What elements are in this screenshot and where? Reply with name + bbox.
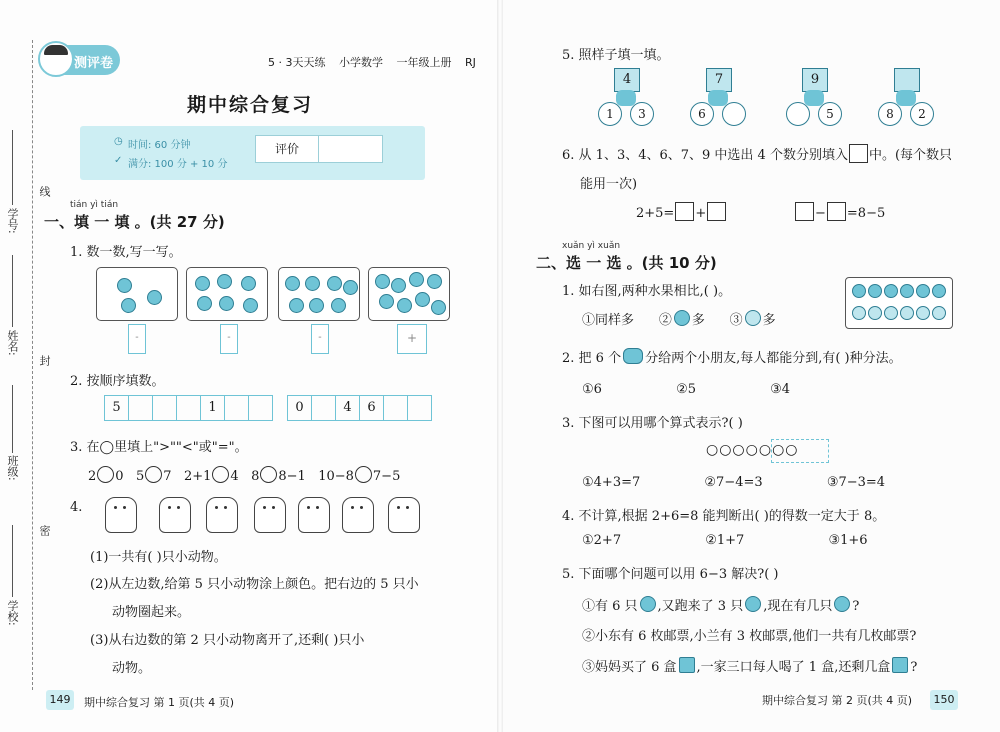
compare-circle[interactable] xyxy=(97,466,114,483)
full-score: 满分: 100 分 + 10 分 xyxy=(128,159,228,170)
s1-option-1[interactable]: ①同样多 xyxy=(582,313,635,328)
compare-circle[interactable] xyxy=(355,466,372,483)
seq2-cell[interactable] xyxy=(408,396,431,420)
series-name: 5 · 3天天练 xyxy=(268,56,326,69)
answer-square[interactable] xyxy=(795,202,814,221)
s1-option-3-suffix: 多 xyxy=(762,313,776,328)
q6-text-a: 6. 从 1、3、4、6、7、9 中选出 4 个数分别填入 xyxy=(562,148,848,163)
s1-text: 1. 如右图,两种水果相比,( )。 xyxy=(562,284,732,299)
badge-label: 测评卷 xyxy=(74,56,114,71)
monkey-icon[interactable] xyxy=(342,497,374,533)
q4-part3b: 动物。 xyxy=(112,661,152,676)
s3-text: 3. 下图可以用哪个算式表示?( ) xyxy=(562,416,743,431)
bike-figure-1: 4 1 3 xyxy=(596,66,658,128)
student-id-label: 学号: xyxy=(6,208,19,234)
strawberry-icon xyxy=(674,310,690,326)
section2-pinyin: xuǎn yì xuǎn xyxy=(562,241,621,251)
q5-text: 5. 照样子填一填。 xyxy=(562,48,670,63)
compare-circle[interactable] xyxy=(260,466,277,483)
s5-option-1[interactable]: ①有 6 只 ,又跑来了 3 只 ,现在有几只 ? xyxy=(582,595,859,614)
s5-option-2[interactable]: ②小东有 6 枚邮票,小兰有 3 枚邮票,他们一共有几枚邮票? xyxy=(582,629,917,644)
s2-option-2[interactable]: ②5 xyxy=(676,382,697,397)
check-icon: ✓ xyxy=(114,155,123,166)
section1-pinyin: tián yì tián xyxy=(70,200,119,210)
answer-square[interactable] xyxy=(827,202,846,221)
q1-answer-4[interactable]: + xyxy=(397,324,427,354)
fruit-box-2 xyxy=(186,267,268,321)
rooster-icon[interactable] xyxy=(206,497,238,533)
name-blank xyxy=(12,255,13,327)
bike-figure-2[interactable]: 7 6 xyxy=(688,66,750,128)
q1-answer-2[interactable]: - xyxy=(220,324,238,354)
bike-figure-4[interactable]: 8 2 xyxy=(876,66,938,128)
answer-square[interactable] xyxy=(707,202,726,221)
bird-icon xyxy=(834,596,850,612)
milk-carton-icon xyxy=(679,657,695,673)
student-id-blank xyxy=(12,130,13,205)
s5-text: 5. 下面哪个问题可以用 6−3 解决?( ) xyxy=(562,567,779,582)
q4-part2a: (2)从左边数,给第 5 只小动物涂上颜色。把右边的 5 只小 xyxy=(90,577,419,592)
circle-row: ○○○○○○○ xyxy=(706,442,799,458)
footer-right: 期中综合复习 第 2 页(共 4 页) xyxy=(762,694,913,707)
sequence-2[interactable] xyxy=(287,395,432,421)
q6-text xyxy=(562,144,952,163)
seq1-cell[interactable] xyxy=(129,396,153,420)
series-subject: 小学数学 xyxy=(339,56,383,69)
page-number-left: 149 xyxy=(46,690,74,710)
s2-text: 2. 把 6 个 分给两个小朋友,每人都能分到,有( )种分法。 xyxy=(562,347,902,366)
s2-option-3[interactable]: ③4 xyxy=(770,382,791,397)
q6-equation-1: 2+5= + xyxy=(636,202,727,221)
s3-options xyxy=(582,475,885,490)
seq2-cell[interactable] xyxy=(312,396,336,420)
tiger-icon[interactable] xyxy=(298,497,330,533)
q6-text-c: 能用一次) xyxy=(580,177,638,192)
q2-text: 2. 按顺序填数。 xyxy=(70,374,165,389)
bike-figure-3[interactable]: 9 5 xyxy=(784,66,846,128)
bear-icon[interactable] xyxy=(159,497,191,533)
s4-option-3[interactable]: ③1+6 xyxy=(828,533,868,548)
time-limit: 时间: 60 分钟 xyxy=(128,140,191,151)
bird-icon xyxy=(745,596,761,612)
q4-part3a: (3)从右边数的第 2 只小动物离开了,还剩( )只小 xyxy=(90,633,365,648)
s1-option-3[interactable]: ③ xyxy=(729,313,743,328)
s4-option-2[interactable]: ②1+7 xyxy=(705,533,745,548)
s4-options xyxy=(582,533,868,548)
s2-options xyxy=(582,382,790,397)
compare-circle[interactable] xyxy=(212,466,229,483)
cat-icon[interactable] xyxy=(388,497,420,533)
mascot-icon xyxy=(38,41,74,77)
fruit-box-1 xyxy=(96,267,178,321)
seq1-cell: 1 xyxy=(201,396,225,420)
s4-option-1[interactable]: ①2+7 xyxy=(582,533,622,548)
seq2-cell[interactable] xyxy=(384,396,408,420)
s3-option-2[interactable]: ②7−4=3 xyxy=(704,475,763,490)
seq1-cell[interactable] xyxy=(153,396,177,420)
q6-equation-2: − =8−5 xyxy=(794,202,885,221)
test-badge xyxy=(40,45,120,75)
answer-square xyxy=(849,144,868,163)
duck-icon[interactable] xyxy=(254,497,286,533)
school-label: 学校: xyxy=(6,600,19,626)
page-title: 期中综合复习 xyxy=(186,94,313,116)
q3-items: 2 0 5 7 2+1 4 8 8−1 10−8 7−5 xyxy=(88,466,400,484)
seq2-cell: 4 xyxy=(336,396,360,420)
watermelon-icon xyxy=(745,310,761,326)
seal-char: 封 xyxy=(38,355,51,366)
corn-icon xyxy=(623,348,643,364)
dog-icon[interactable] xyxy=(105,497,137,533)
q4-part1: (1)一共有( )只小动物。 xyxy=(90,550,227,565)
milk-carton-icon xyxy=(892,657,908,673)
line-char: 线 xyxy=(38,186,51,197)
series-grade: 一年级上册 xyxy=(396,56,452,69)
clock-icon: ◷ xyxy=(114,136,123,147)
s2-option-1[interactable]: ①6 xyxy=(582,382,602,397)
q1-answer-1[interactable]: - xyxy=(128,324,146,354)
s3-option-1[interactable]: ①4+3=7 xyxy=(582,475,641,490)
seq1-cell: 5 xyxy=(105,396,129,420)
q4-part2b: 动物圈起来。 xyxy=(112,605,191,620)
class-label: 班级: xyxy=(6,455,19,481)
s1-option-2-suffix: 多 xyxy=(691,313,705,328)
fruit-box-3 xyxy=(278,267,360,321)
fold-char: 密 xyxy=(38,525,51,536)
q3-text: 3. 在◯里填上">""<"或"="。 xyxy=(70,440,248,455)
q1-answer-3[interactable]: - xyxy=(311,324,329,354)
footer-left: 期中综合复习 第 1 页(共 4 页) xyxy=(84,696,235,709)
seq2-cell: 6 xyxy=(360,396,384,420)
fruit-box-4 xyxy=(368,267,450,321)
compare-circle[interactable] xyxy=(145,466,162,483)
q1-text: 1. 数一数,写一写。 xyxy=(70,245,182,260)
s3-option-3[interactable]: ③7−3=4 xyxy=(826,475,886,490)
s5-option-3[interactable]: ③妈妈买了 6 盒 ,一家三口每人喝了 1 盒,还剩几盒 ? xyxy=(582,656,917,675)
s1-option-2[interactable]: ② xyxy=(658,313,672,328)
sequence-1[interactable] xyxy=(104,395,273,421)
s1-options xyxy=(582,309,776,328)
evaluation-box[interactable] xyxy=(255,135,383,163)
series-info xyxy=(268,54,486,70)
section1-title: 一、填 一 填 。(共 27 分) xyxy=(44,213,225,231)
class-blank xyxy=(12,385,13,453)
evaluation-label: 评价 xyxy=(256,136,319,162)
section2-title: 二、选 一 选 。(共 10 分) xyxy=(536,254,717,272)
s4-text: 4. 不计算,根据 2+6=8 能判断出( )的得数一定大于 8。 xyxy=(562,509,886,524)
binding-line xyxy=(32,40,33,690)
name-label: 姓名: xyxy=(6,330,19,356)
series-edition: RJ xyxy=(465,56,476,69)
page-number-right: 150 xyxy=(930,690,958,710)
school-blank xyxy=(12,525,13,597)
q6-text-b: 中。(每个数只 xyxy=(868,148,953,163)
fruit-comparison-figure xyxy=(845,277,953,329)
seq1-cell[interactable] xyxy=(177,396,201,420)
seq1-cell[interactable] xyxy=(225,396,249,420)
seq2-cell: 0 xyxy=(288,396,312,420)
bird-icon xyxy=(640,596,656,612)
seq1-cell[interactable] xyxy=(249,396,272,420)
q4-text: 4. xyxy=(70,500,83,515)
answer-square[interactable] xyxy=(675,202,694,221)
